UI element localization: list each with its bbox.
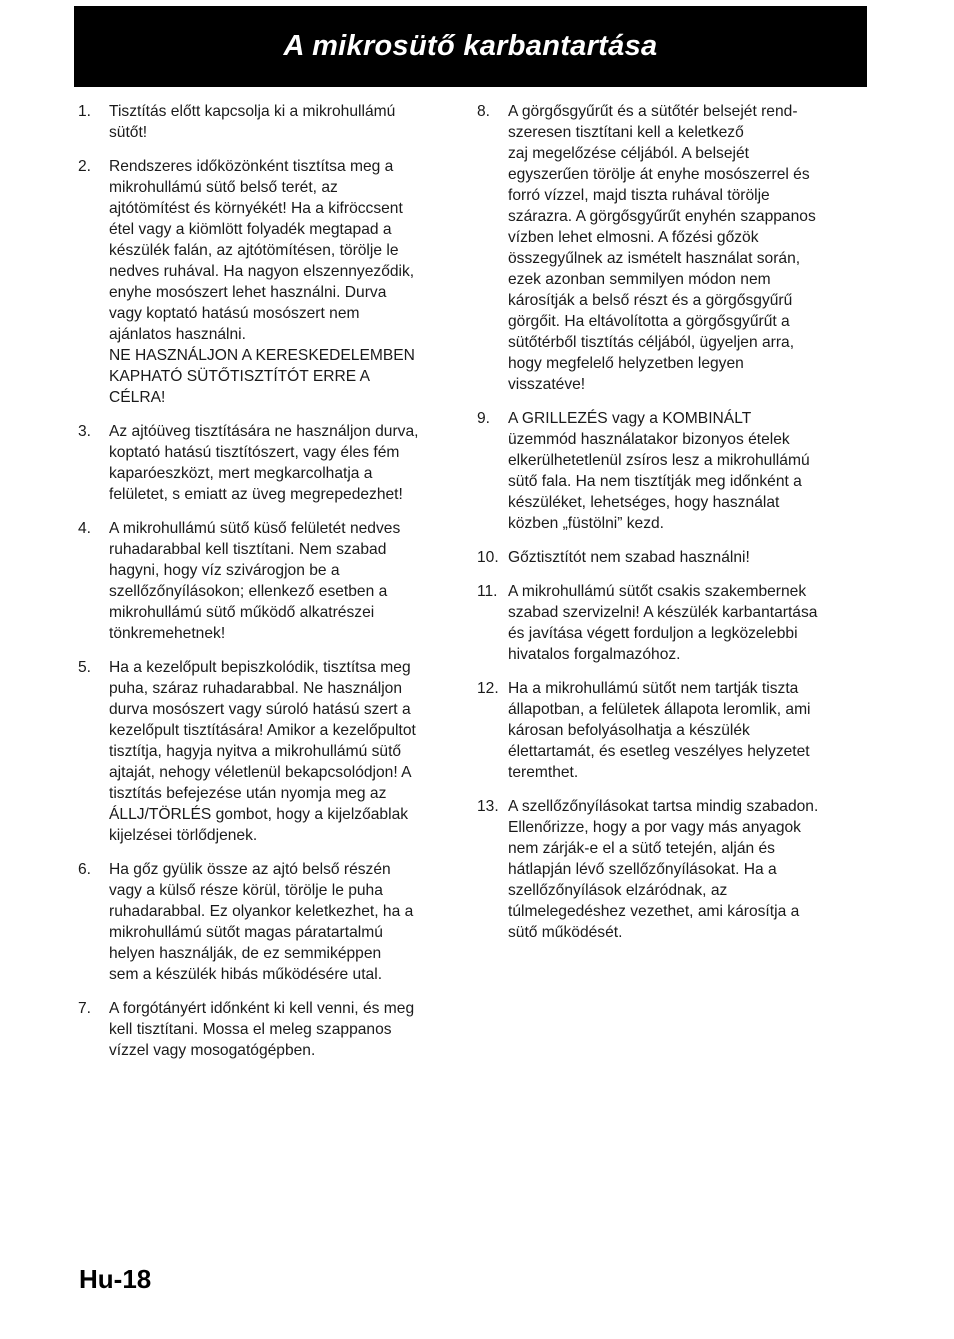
title-bar [74, 6, 867, 87]
item-number: 7. [78, 1000, 92, 1017]
item-text: Ha gőz gyülik össze az ajtó belső részén vagy a külső része körül, törölje le puha ruhadarabbal. Ez olyankor keletkezhet, ha a mikrohullámú sütőt magas páratartalmú helyen használják, de ez semmiképpen sem a készülék hibás működésére utal. [109, 861, 414, 983]
item-number: 1. [78, 103, 92, 120]
list-item [78, 101, 464, 143]
item-text: A GRILLEZÉS vagy a KOMBINÁLT üzemmód használatakor bizonyos ételek elkerülhetetlenül zsíros lesz a mikrohullámú sütő fala. Ha nem tisztítják meg időnként a készüléket, lehetséges, hogy használat közben „füstölni” kezd. [508, 410, 810, 532]
list-item [78, 518, 464, 644]
list-item [477, 547, 863, 568]
list-item [477, 581, 863, 665]
item-text: Ha a mikrohullámú sütőt nem tartják tiszta állapotban, a felületek állapota leromlik, ami károsan befolyásolhatja a készülék élettartamát, és esetleg veszélyes helyzetet teremthet. [508, 680, 811, 781]
item-text: A mikrohullámú sütő küső felületét nedves ruhadarabbal kell tisztítani. Nem szabad hagyni, hogy víz szivárogjon be a szellőzőnyílásokon; ellenkező esetben a mikrohullámú sütő működő alkatrészei tönkremehetnek! [109, 520, 401, 642]
page-title: A mikrosütő karbantartása [283, 30, 658, 62]
list-item [477, 796, 863, 943]
item-number: 2. [78, 158, 92, 175]
item-text: A görgősgyűrűt és a sütőtér belsejét rend- szeresen tisztítani kell a keletkező zaj megelőzése céljából. A belsejét egyszerűen törölje át enyhe mosószerrel és forró vízzel, majd tiszta ruhával törölje szárazra. A görgősgyűrűt enyhén szappanos vízben lehet elmosni. A főzési gőzök összegyűlnek az ismételt használat során, ezek azonban semmilyen módon nem károsítják a belső részt és a görgősgyűrű görgőit. Ha eltávolította a görgősgyűrűt a sütőtérből tisztítás céljából, ügyeljen arra, hogy megfelelő helyzetben legyen visszatéve! [508, 103, 816, 393]
item-number: 13. [477, 798, 499, 815]
list-item [78, 657, 464, 846]
item-text: Gőztisztítót nem szabad használni! [508, 549, 750, 566]
list-item [78, 859, 464, 985]
item-text: Az ajtóüveg tisztítására ne használjon durva, koptató hatású tisztítószert, vagy éles fém kaparóeszközt, mert megkarcolhatja a felületet, s emiatt az üveg megrepedezhet! [109, 423, 419, 503]
item-text: Rendszeres időközönként tisztítsa meg a mikrohullámú sütő belső terét, az ajtótömítést és környékét! Ha a kifröccsent étel vagy a kiömlött folyadék megtapad a készülék falán, az ajtótömítésen, törölje le nedves ruhával. Ha nagyon elszennyeződik, enyhe mosószert lehet használni. Durva vagy koptató hatású mosószert nem ajánlatos használni. NE HASZNÁLJON A KERESKEDELEMBEN KAPHATÓ SÜTŐTISZTÍTÓT ERRE A CÉLRA! [109, 158, 415, 406]
list-item [477, 408, 863, 534]
item-number: 9. [477, 410, 491, 427]
item-number: 11. [477, 583, 498, 600]
item-text: A mikrohullámú sütőt csakis szakembernek szabad szervizelni! A készülék karbantartása és javítása végett forduljon a legközelebbi hivatalos forgalmazóhoz. [508, 583, 818, 663]
item-text: A szellőzőnyílásokat tartsa mindig szabadon. Ellenőrizze, hogy a por vagy más anyagok nem zárják-e el a sütő tetején, alján és hátlapján lévő szellőzőnyílásokat. Ha a szellőzőnyílások elzáródnak, az túlmelegedéshez vezethet, ami károsítja a sütő működését. [508, 798, 819, 941]
list-item [78, 421, 464, 505]
item-number: 6. [78, 861, 92, 878]
list-item [78, 156, 464, 408]
item-number: 12. [477, 680, 499, 697]
left-column [78, 101, 464, 1074]
item-number: 3. [78, 423, 92, 440]
item-number: 4. [78, 520, 92, 537]
item-text: Ha a kezelőpult bepiszkolódik, tisztítsa meg puha, száraz ruhadarabbal. Ne használjon durva mosószert vagy súroló hatású szert a kezelőpult tisztítására! Amikor a kezelőpultot tisztítja, hagyja nyitva a mikrohullámú sütő ajtaját, nehogy véletlenül bekapcsolódjon! A tisztítás befejezése után nyomja meg az ÁLLJ/TÖRLÉS gombot, hogy a kijelzőablak kijelzései törlődjenek. [109, 659, 416, 844]
item-text: Tisztítás előtt kapcsolja ki a mikrohullámú sütőt! [109, 103, 396, 141]
list-item [477, 678, 863, 783]
item-text: A forgótányért időnként ki kell venni, és meg kell tisztítani. Mossa el meleg szappanos vízzel vagy mosogatógépben. [109, 1000, 415, 1059]
page-number: Hu-18 [79, 1264, 152, 1294]
right-column [477, 101, 863, 956]
list-item [477, 101, 863, 395]
item-number: 10. [477, 549, 499, 566]
item-number: 5. [78, 659, 92, 676]
list-item [78, 998, 464, 1061]
item-number: 8. [477, 103, 491, 120]
